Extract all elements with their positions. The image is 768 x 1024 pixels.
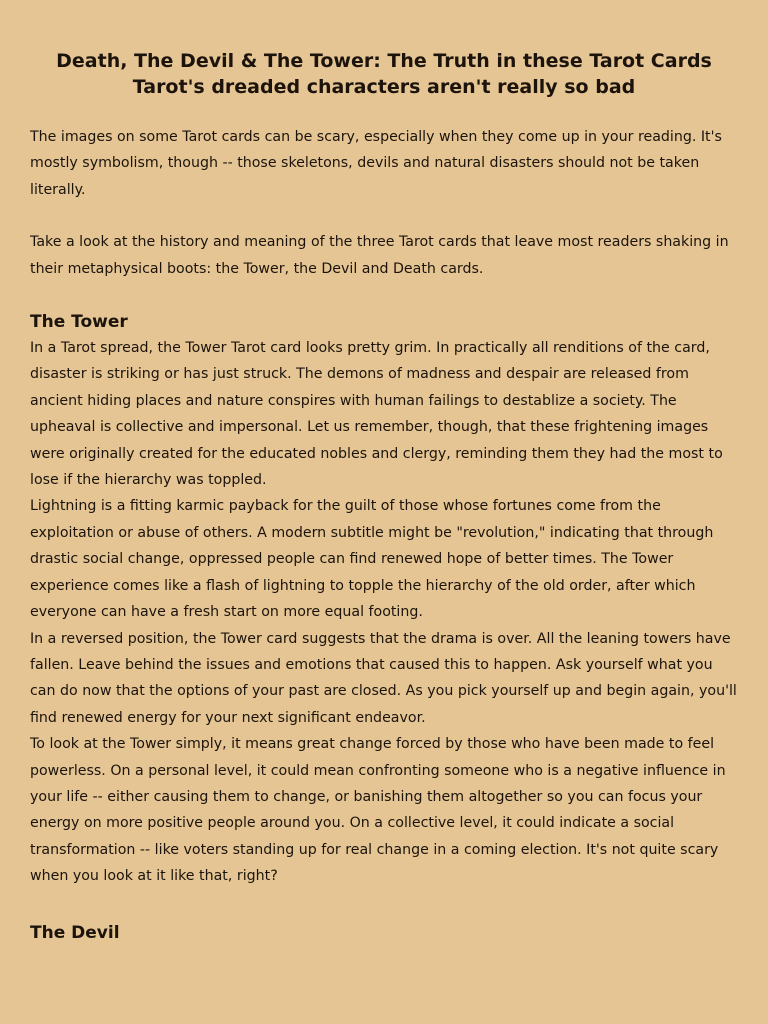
section-paragraph: Lightning is a fitting karmic payback for the guilt of those whose fortunes come from the exploitation or abuse of others. A modern subtitle might be "revolution," indicating that through drastic social change, oppressed people can find renewed hope of better times. The Tower experience comes like a flash of lightning to topple the hierarchy of the old order, after which everyone can have a fresh start on more equal footing. (30, 498, 714, 621)
article-title: Death, The Devil & The Tower: The Truth in these Tarot Cards (56, 50, 712, 72)
section-paragraph: In a Tarot spread, the Tower Tarot card looks pretty grim. In practically all renditions of the card, disaster is striking or has just struck. The demons of madness and despair are released from ancient hiding places and nature conspires with human failings to destablize a society. The upheaval is collective and impersonal. Let us remember, though, that these frightening images were originally created for the educated nobles and clergy, reminding them they had the most to lose if the hierarchy was toppled. (30, 340, 723, 489)
section-paragraph: To look at the Tower simply, it means great change forced by those who have been made to feel powerless. On a personal level, it could mean confronting someone who is a negative influence in your life -- either causing them to change, or banishing them altogether so you can focus your energy on more positive people around you. On a collective level, it could indicate a social transformation -- like voters standing up for real change in a coming election. It's not quite scary when you look at it like that, right? (30, 736, 726, 885)
section-heading-tower: The Tower (30, 312, 128, 333)
section-paragraph: In a reversed position, the Tower card suggests that the drama is over. All the leaning towers have fallen. Leave behind the issues and emotions that caused this to happen. Ask yourself what you can do now that the options of your past are closed. As you pick yourself up and begin again, you'll find renewed energy for your next significant endeavor. (30, 630, 737, 726)
section-heading-devil: The Devil (30, 922, 120, 943)
intro-paragraph: The images on some Tarot cards can be scary, especially when they come up in your reading. It's mostly symbolism, though -- those skeletons, devils and natural disasters should not be taken literally. (30, 129, 722, 198)
paragraph-spacer (30, 203, 738, 229)
article-subtitle: Tarot's dreaded characters aren't really so bad (132, 76, 636, 98)
intro-paragraph: Take a look at the history and meaning of the three Tarot cards that leave most readers shaking in their metaphysical boots: the Tower, the Devil and Death cards. (30, 234, 729, 277)
